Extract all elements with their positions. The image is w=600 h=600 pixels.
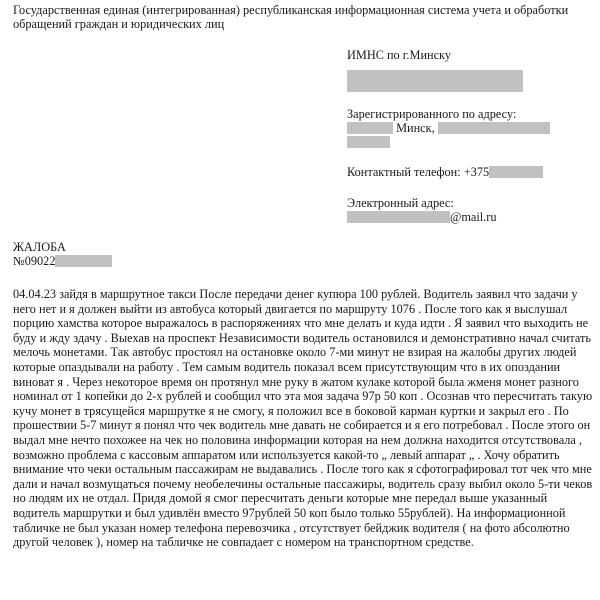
redaction-box xyxy=(347,70,523,92)
complaint-number: №09022 xyxy=(13,254,56,268)
recipient-name: ИМНС по г.Минску xyxy=(347,48,452,62)
redaction-box xyxy=(347,122,393,134)
phone-prefix: +375 xyxy=(463,165,490,179)
recipient-block xyxy=(347,48,595,224)
redaction-box xyxy=(55,255,112,267)
address-line-1 xyxy=(347,121,595,135)
redaction-box xyxy=(489,166,543,178)
complaint-title: ЖАЛОБА xyxy=(13,240,66,254)
complaint-heading xyxy=(13,240,112,268)
email-domain: @mail.ru xyxy=(450,210,497,224)
system-title: Государственная единая (интегрированная) республиканская информационная система учета и обработки обращений граждан и юридических лиц xyxy=(13,3,569,32)
email-label: Электронный адрес: xyxy=(347,196,454,210)
email-line xyxy=(347,210,595,224)
complaint-number-line xyxy=(13,254,112,268)
redaction-box xyxy=(347,136,390,148)
phone-label: Контактный телефон: xyxy=(347,165,461,179)
complaint-body: 04.04.23 зайдя в маршрутное такси После передачи денег купюра 100 рублей. Водитель заявил что задачи у него нет и я должен выйти из автобуса который двигается по маршруту 1076 . После того как я выслушал порцию хамства которое выражалось в распоряжениях что мне делать и куда идти . Я заявил что выходить не буду и жду здачу . Выехав на проспект Независимости водитель остановился и демонстративно начал считать мелочь монетами. Так автобус простоял на остановке около 7-ми минут не взирая на жалобы других людей которые опаздывали на работу . Тем самым водитель показал всем присутствующим что в их опоздании виноват я . Через некоторое время он протянул мне руку в жатом кулаке которой была жменя монет разного номинал от 1 копейки до 2-х рублей и сообщил что эта моя задача 97р 50 коп . Осознав что пересчитать такую кучу монет в трясущейся маршрутке я не смогу, я положил все в боковой карман куртки и закрыл его . По прошествии 5-7 минут я понял что чек водитель мне давать не собирается и я его потребовал . После этого он выдал мне нечто похожее на чек но половина информации которая на нем должна находится отсутствовала , возможно проблема с кассовым аппаратом или используется какой-то „ левый аппарат „ . Хочу обратить внимание что чеки остальным пассажирам не выдавались . После того как я сфотографировал тот чек что мне дали и начал возмущаться почему необелечины остальные пассажиры, водитель сразу выбил около 5-ти чеков но людям их не отдал. Придя домой я смог пересчитать деньги которые мне передал выше указанный водитель маршрутки и был удивлён вместо 97рублей 50 коп было только 55рублей). На информационной табличке не был указан номер телефона перевозчика , отсутствует бейджик водителя ( на фото абсолютно другой человек ), номер на табличке не совпадает с номером на транспортном средстве. xyxy=(13,287,593,550)
address-city: Минск, xyxy=(396,121,435,135)
redaction-box xyxy=(347,211,450,223)
registered-address-label: Зарегистрированного по адресу: xyxy=(347,107,517,121)
address-line-2 xyxy=(347,135,595,149)
phone-line xyxy=(347,165,595,179)
redaction-box xyxy=(438,122,550,134)
